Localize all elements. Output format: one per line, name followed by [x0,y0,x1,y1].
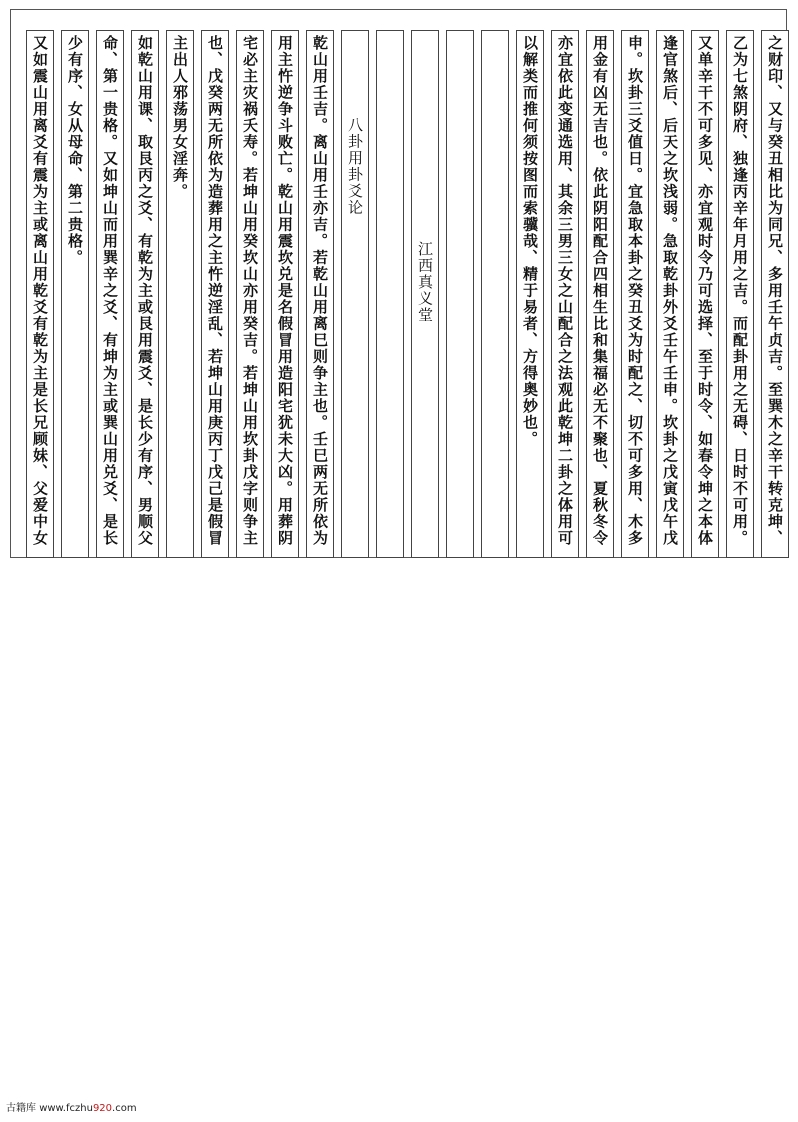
text-column-16 [236,30,264,558]
site-url-number[interactable]: 920 [92,1103,113,1114]
column-text: 又如震山用离爻有震为主或离山用乾爻有乾为主是长兄顾妹、父爱中女 [31,35,49,547]
text-column-2 [726,30,754,558]
text-column-22 [26,30,54,558]
text-column-12 [376,30,404,558]
text-column-20 [96,30,124,558]
column-text: 命、第一贵格。又如坤山而用巽辛之爻、有坤为主或巽山用兑爻、是长 [101,35,119,547]
column-text: 也、戊癸两无所依为造葬用之主忤逆淫乱、若坤山用庚丙丁戊己是假冒 [206,35,224,547]
text-column-17 [201,30,229,558]
text-column-11 [411,30,439,558]
column-text: 亦宜依此变通选用、其余三男三女之山配合之法观此乾坤二卦之体用可 [556,35,574,547]
text-column-19 [131,30,159,558]
column-text: 如乾山用课、取艮丙之爻、有乾为主或艮用震爻、是长少有序、男顺父 [136,35,154,547]
text-column-7 [551,30,579,558]
text-column-1 [761,30,789,558]
column-text: 用主忤逆争斗败亡。乾山用震坎兑是名假冒用造阳宅犹未大凶。用葬阴 [276,35,294,547]
column-text: 少有序、女从母命、第二贵格。 [66,35,84,266]
column-text: 逢官煞后、后天之坎浅弱。急取乾卦外爻壬午壬申。坎卦之戊寅戊午戊 [661,35,679,547]
column-text: 用金有凶无吉也。依此阴阳配合四相生比和集福必无不聚也、夏秋冬令 [591,35,609,547]
text-column-10 [446,30,474,558]
text-column-21 [61,30,89,558]
site-url-suffix[interactable]: .com [112,1103,137,1114]
column-text [447,31,473,557]
section-title: 八卦用卦爻论 [346,117,364,216]
column-text: 宅必主灾祸夭寿。若坤山用癸坎山亦用癸吉。若坤山用坎卦戊字则争主 [241,35,259,547]
text-column-15 [271,30,299,558]
column-text: 以解类而推何须按图而索骥哉、精于易者、方得奥妙也。 [521,35,539,448]
column-text: 之财印、又与癸丑相比为同兄、多用壬午贞吉。至巽木之辛干转克坤、 [766,35,784,547]
text-column-4 [656,30,684,558]
column-text: 又单辛干不可多见、亦宜观时令乃可选择、至于时令、如春令坤之本体 [696,35,714,547]
text-column-13 [341,30,369,558]
subtitle-text: 江西真义堂 [416,241,434,324]
text-column-8 [516,30,544,558]
text-column-18 [166,30,194,558]
column-text [482,31,508,557]
column-text: 乙为七煞阴府、独逢丙辛年月用之吉。而配卦用之无碍、日时不可用。 [731,35,749,547]
text-column-9 [481,30,509,558]
text-frame [10,9,787,558]
column-text: 申。坎卦三爻值日。宜急取本卦之癸丑爻为时配之、切不可多用、木多 [626,35,644,547]
text-column-14 [306,30,334,558]
site-name: 古籍库 [6,1103,36,1114]
column-text: 主出人邪荡男女淫奔。 [171,35,189,200]
text-column-3 [691,30,719,558]
column-text: 乾山用壬吉。离山用壬亦吉。若乾山用离巳则争主也。壬巳两无所依为 [311,35,329,547]
text-column-6 [586,30,614,558]
footer-watermark [6,1099,137,1114]
text-column-5 [621,30,649,558]
column-text [377,31,403,557]
site-url-prefix[interactable]: www.fczhu [39,1103,93,1114]
